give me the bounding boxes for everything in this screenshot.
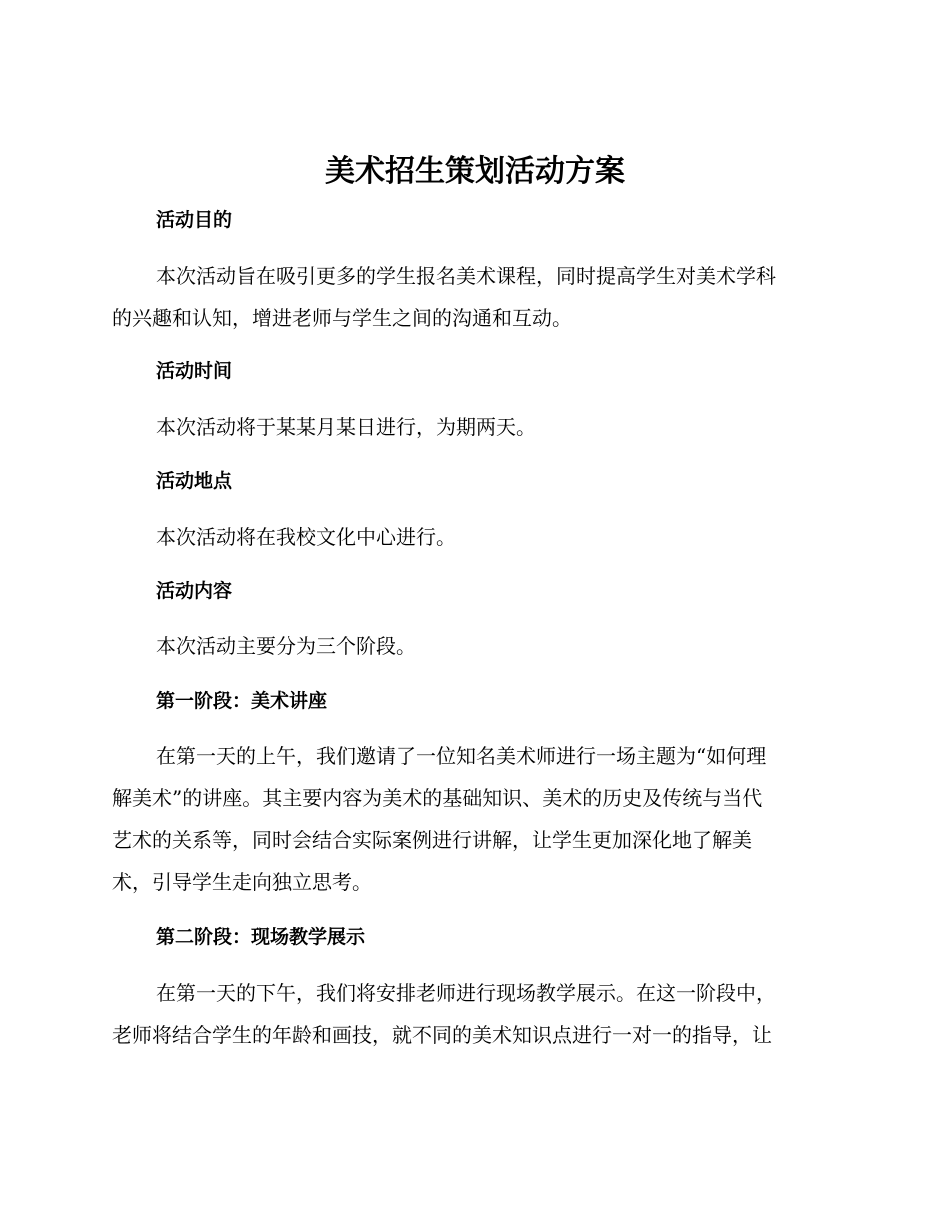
section-heading-content: 活动内容 (156, 580, 233, 602)
section-paragraph-time (112, 406, 832, 448)
section-paragraph-content (112, 625, 832, 667)
paragraph-line: 老师将结合学生的年龄和画技，就不同的美术知识点进行一对一的指导，让 (112, 1023, 772, 1047)
paragraph-line: 本次活动主要分为三个阶段。 (156, 634, 416, 658)
paragraph-line: 艺术的关系等，同时会结合实际案例进行讲解，让学生更加深化地了解美 (112, 828, 752, 852)
section-heading-location: 活动地点 (156, 470, 233, 492)
section-paragraph-purpose (112, 255, 832, 339)
paragraph-line: 在第一天的上午，我们邀请了一位知名美术师进行一场主题为“如何理 (156, 744, 767, 768)
paragraph-line: 解美术”的讲座。其主要内容为美术的基础知识、美术的历史及传统与当代 (112, 786, 763, 810)
paragraph-line: 的兴趣和认知，增进老师与学生之间的沟通和互动。 (112, 306, 572, 330)
paragraph-line: 术，引导学生走向独立思考。 (112, 870, 372, 894)
paragraph-line: 在第一天的下午，我们将安排老师进行现场教学展示。在这一阶段中， (156, 981, 776, 1005)
section-paragraph-stage-two (112, 972, 832, 1056)
section-paragraph-stage-one (112, 735, 832, 903)
section-heading-stage-two: 第二阶段：现场教学展示 (156, 926, 366, 948)
document-title: 美术招生策划活动方案 (325, 154, 625, 189)
paragraph-line: 本次活动将于某某月某日进行，为期两天。 (156, 415, 536, 439)
section-heading-stage-one: 第一阶段：美术讲座 (156, 690, 328, 712)
paragraph-line: 本次活动旨在吸引更多的学生报名美术课程，同时提高学生对美术学科 (156, 264, 776, 288)
section-heading-time: 活动时间 (156, 360, 233, 382)
section-paragraph-location (112, 516, 832, 558)
paragraph-line: 本次活动将在我校文化中心进行。 (156, 525, 456, 549)
section-heading-purpose: 活动目的 (156, 209, 233, 231)
